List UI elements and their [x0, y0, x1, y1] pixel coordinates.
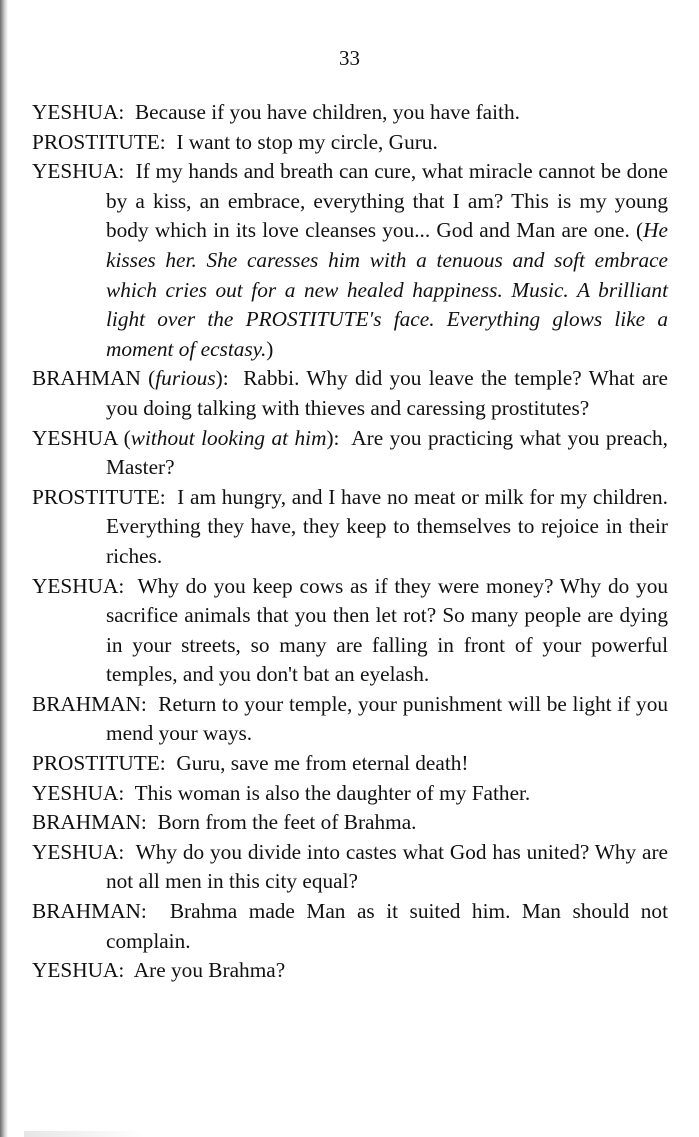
speaker-name: YESHUA: [32, 780, 125, 805]
dialogue-text: Are you practicing what you preach, Master? [106, 425, 668, 480]
dialogue-text: Why do you divide into castes what God has united? Why are not all men in this city equal? [106, 839, 669, 894]
dialogue-entry [32, 483, 668, 572]
dialogue-entry [32, 956, 668, 986]
dialogue-text: Rabbi. Why did you leave the temple? What are you doing talking with thieves and caressing prostitutes? [106, 366, 668, 420]
speaker-name: PROSTITUTE: [32, 129, 166, 154]
speaker-name: PROSTITUTE: [32, 751, 166, 776]
dialogue-entry [32, 779, 668, 809]
speaker-name: BRAHMAN ( [32, 366, 156, 391]
dialogue-entry [32, 897, 668, 956]
dialogue-entry [32, 749, 668, 779]
page-edge-shadow [0, 0, 8, 1137]
speaker-name: BRAHMAN: [32, 691, 147, 716]
dialogue-text: I am hungry, and I have no meat or milk for my children. Everything they have, they keep to themselves to rejoice in their riches. [106, 484, 668, 568]
dialogue-text: Because if you have children, you have faith. [134, 100, 520, 124]
speaker-name: YESHUA: [32, 958, 125, 983]
dialogue-entry [32, 157, 668, 364]
dialogue-text: Born from the feet of Brahma. [157, 810, 417, 835]
speaker-end: ): [215, 366, 229, 391]
dialogue-text: I want to stop my circle, Guru. [176, 129, 438, 154]
dialogue-entry [32, 838, 668, 897]
speaker-name: YESHUA ( [32, 425, 131, 450]
speaker-end: ): [326, 425, 340, 450]
speaker-name: YESHUA: [32, 573, 125, 598]
dialogue-text: Return to your temple, your punishment will be light if you mend your ways. [106, 691, 668, 746]
dialogue-entry [32, 808, 668, 838]
scan-smudge [24, 1131, 144, 1137]
dialogue-entry [32, 572, 668, 690]
speaker-name: PROSTITUTE: [32, 484, 166, 509]
speaker-direction: without looking at him [130, 425, 327, 450]
script-dialogue [32, 98, 668, 986]
speaker-name: YESHUA: [32, 159, 125, 184]
dialogue-text: ) [266, 336, 274, 361]
page-number: 33 [339, 46, 360, 70]
dialogue-entry [32, 690, 668, 749]
dialogue-entry [32, 364, 668, 423]
dialogue-text: Why do you keep cows as if they were money? Why do you sacrifice animals that you then let rot? So many people are dying in your streets, so many are falling in front of your powerful temples, and you don't bat an eyelash. [106, 573, 669, 687]
speaker-name: BRAHMAN: [32, 899, 147, 924]
dialogue-entry [32, 98, 668, 128]
dialogue-text: Brahma made Man as it suited him. Man should not complain. [106, 899, 668, 953]
dialogue-text: Are you Brahma? [133, 958, 286, 983]
dialogue-text: Guru, save me from eternal death! [176, 751, 469, 776]
speaker-name: YESHUA: [32, 100, 125, 124]
speaker-name: BRAHMAN: [32, 810, 147, 835]
dialogue-entry [32, 424, 668, 483]
dialogue-text: This woman is also the daughter of my Father. [134, 780, 531, 805]
stage-direction: He kisses her. She caresses him with a tenuous and soft embrace which cries out for a new healed happiness. Music. A brilliant light over the PROSTITUTE's face. Everything glows like a moment of ecstasy. [106, 218, 668, 361]
dialogue-entry [32, 128, 668, 158]
dialogue-text: If my hands and breath can cure, what miracle cannot be done by a kiss, an embrace, everything that I am? This is my young body which in its love cleanses you... God and Man are one. ( [106, 159, 668, 243]
speaker-name: YESHUA: [32, 839, 125, 864]
speaker-direction: furious [155, 366, 216, 391]
